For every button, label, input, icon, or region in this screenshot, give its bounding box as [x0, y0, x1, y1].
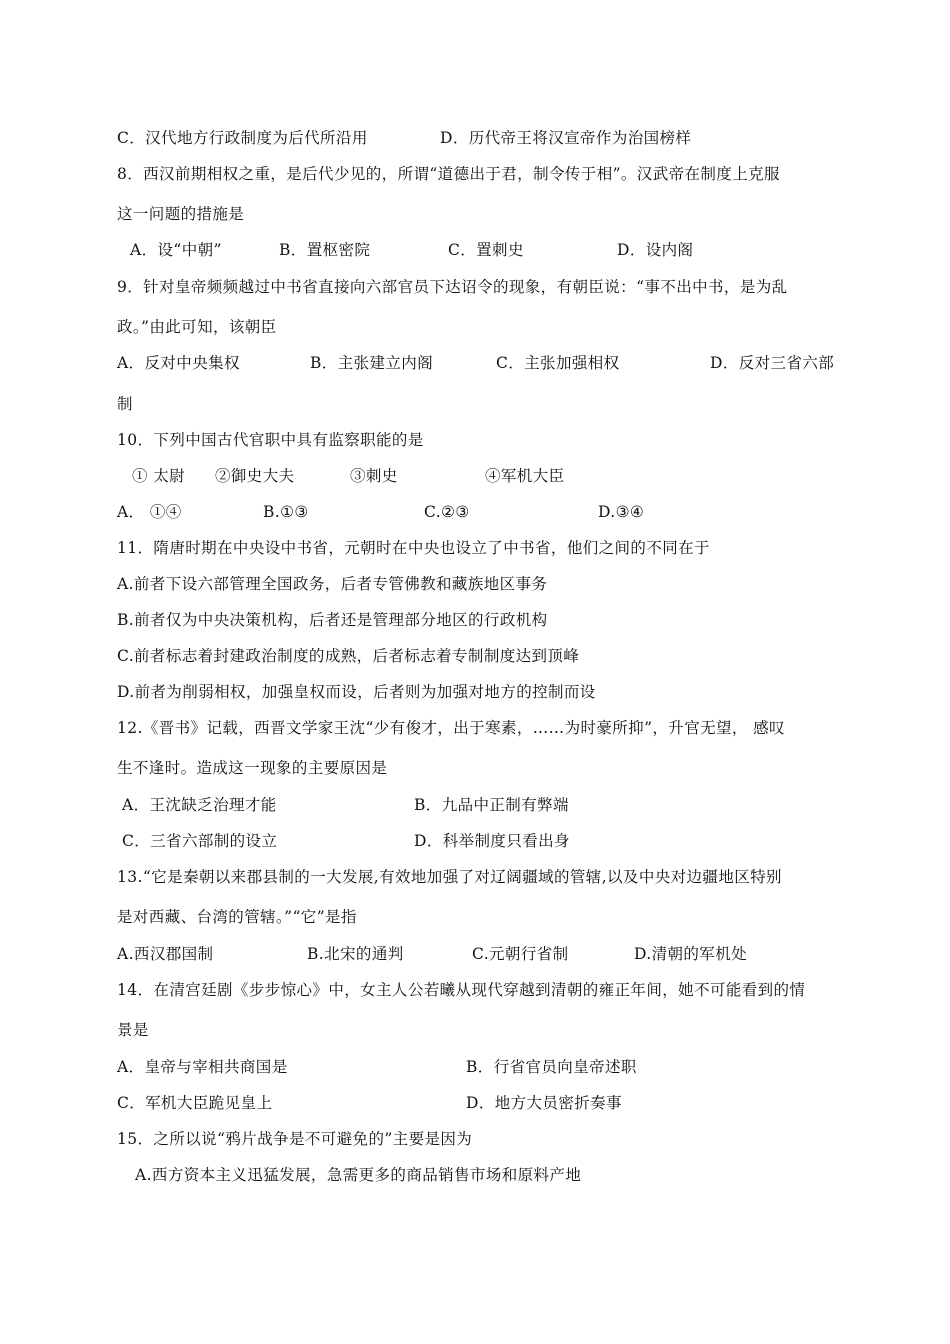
q9-option-c: C．主张加强相权	[496, 354, 620, 372]
q14-option-a: A．皇帝与宰相共商国是	[117, 1058, 288, 1076]
q9-stem-line2: 政。”由此可知，该朝臣	[117, 318, 277, 336]
q14-option-d: D．地方大员密折奏事	[466, 1094, 622, 1112]
q14-stem-line2: 景是	[117, 1021, 149, 1039]
q10-item-1: ① 太尉	[132, 467, 186, 485]
q14-option-b: B．行省官员向皇帝述职	[466, 1058, 637, 1076]
q11-stem: 11．隋唐时期在中央设中书省，元朝时在中央也设立了中书省，他们之间的不同在于	[117, 539, 710, 557]
q13-option-b: B.北宋的通判	[307, 945, 404, 963]
q8-option-d: D．设内阁	[617, 241, 694, 259]
q8-stem-line1: 8．西汉前期相权之重，是后代少见的，所谓“道德出于君，制令传于相”。汉武帝在制度上克服	[117, 165, 780, 183]
q8-option-a: A．设“中朝”	[130, 241, 222, 259]
q9-stem-line1: 9．针对皇帝频频越过中书省直接向六部官员下达诏令的现象，有朝臣说：“事不出中书，是为乱	[117, 278, 788, 296]
q14-stem-line1: 14．在清宫廷剧《步步惊心》中，女主人公若曦从现代穿越到清朝的雍正年间，她不可能看到的情	[117, 981, 806, 999]
q10-option-c: C.②③	[424, 503, 470, 521]
q10-stem: 10．下列中国古代官职中具有监察职能的是	[117, 431, 424, 449]
q10-item-2: ②御史大夫	[215, 467, 295, 485]
q13-stem-line2: 是对西藏、台湾的管辖。”“它”是指	[117, 908, 357, 926]
q14-option-c: C．军机大臣跪见皇上	[117, 1094, 273, 1112]
q9-option-a: A．反对中央集权	[117, 354, 240, 372]
q12-option-a: A．王沈缺乏治理才能	[122, 796, 277, 814]
q12-stem-line2: 生不逢时。造成这一现象的主要原因是	[117, 759, 388, 777]
q11-option-c: C.前者标志着封建政治制度的成熟，后者标志着专制制度达到顶峰	[117, 647, 580, 665]
q10-option-a: A． ①④	[117, 503, 182, 521]
q7-option-d: D．历代帝王将汉宣帝作为治国榜样	[440, 129, 692, 147]
q9-option-d-continued: 制	[117, 395, 133, 413]
q8-option-b: B．置枢密院	[279, 241, 371, 259]
q8-stem-line2: 这一问题的措施是	[117, 205, 245, 223]
q11-option-b: B.前者仅为中央决策机构，后者还是管理部分地区的行政机构	[117, 611, 548, 629]
q13-option-d: D.清朝的军机处	[634, 945, 748, 963]
q13-stem-line1: 13.“它是秦朝以来郡县制的一大发展,有效地加强了对辽阔疆域的管辖,以及中央对边疆地区特别	[117, 868, 782, 886]
q10-option-d: D.③④	[598, 503, 645, 521]
q12-option-b: B．九品中正制有弊端	[414, 796, 569, 814]
q10-item-4: ④军机大臣	[485, 467, 565, 485]
q12-option-c: C．三省六部制的设立	[122, 832, 278, 850]
q10-option-b: B.①③	[263, 503, 309, 521]
q15-option-a: A.西方资本主义迅猛发展，急需更多的商品销售市场和原料产地	[135, 1166, 582, 1184]
q10-item-3: ③刺史	[350, 467, 398, 485]
q9-option-d: D．反对三省六部	[710, 354, 835, 372]
q13-option-a: A.西汉郡国制	[117, 945, 214, 963]
q9-option-b: B．主张建立内阁	[310, 354, 434, 372]
q12-option-d: D．科举制度只看出身	[414, 832, 570, 850]
q11-option-a: A.前者下设六部管理全国政务，后者专管佛教和藏族地区事务	[117, 575, 548, 593]
q8-option-c: C．置刺史	[448, 241, 524, 259]
q11-option-d: D.前者为削弱相权，加强皇权而设，后者则为加强对地方的控制而设	[117, 683, 596, 701]
q12-stem-line1: 12.《晋书》记载，西晋文学家王沈“少有俊才，出于寒素，……为时豪所抑”，升官无望， 感叹	[117, 719, 785, 737]
q13-option-c: C.元朝行省制	[472, 945, 569, 963]
q7-option-c: C．汉代地方行政制度为后代所沿用	[117, 129, 368, 147]
q15-stem: 15．之所以说“鸦片战争是不可避免的”主要是因为	[117, 1130, 473, 1148]
